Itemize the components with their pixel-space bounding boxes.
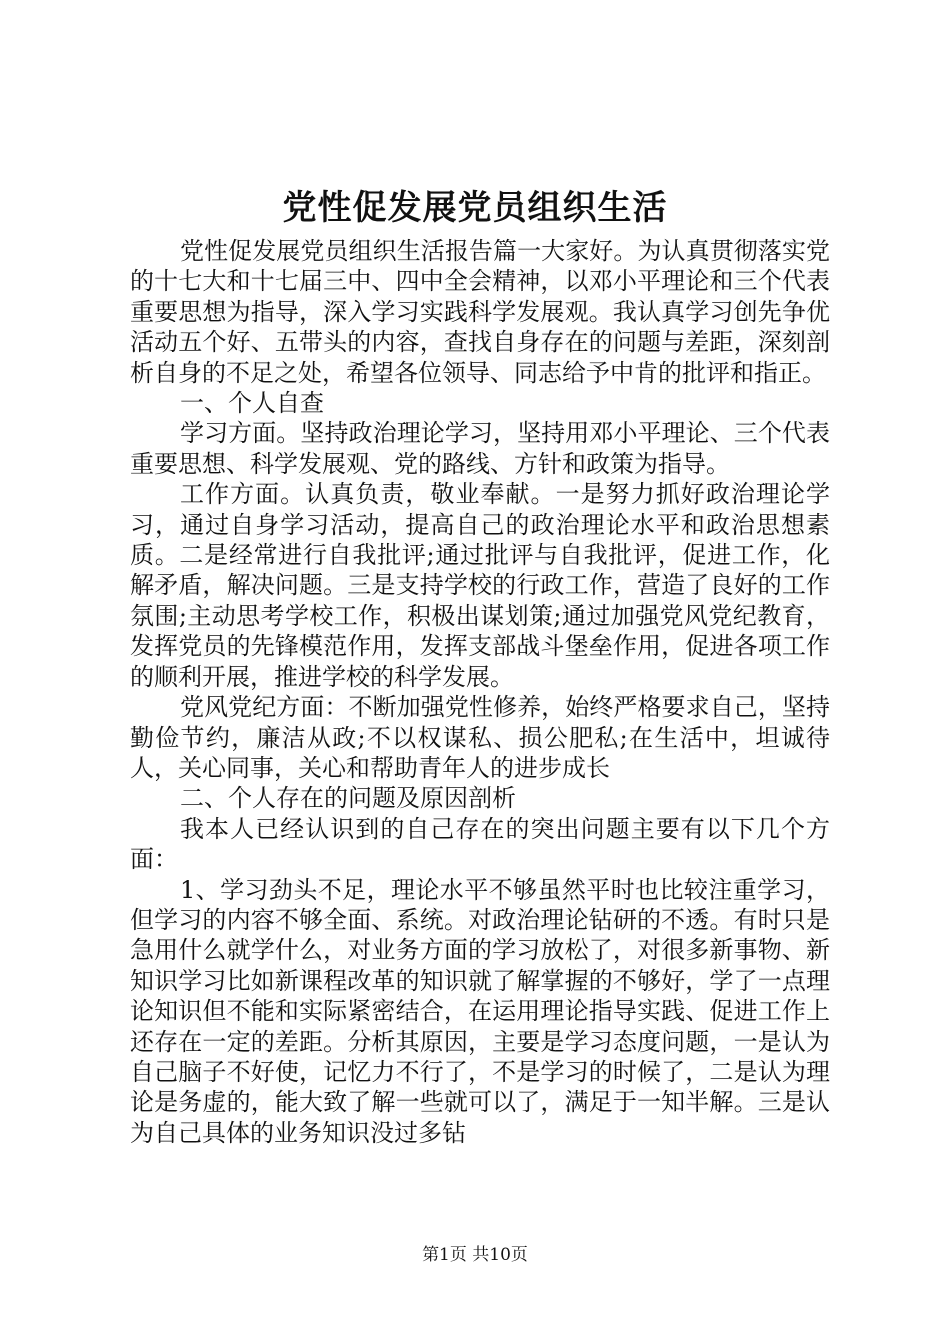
page-number-footer: 第1页 共10页 xyxy=(422,1245,528,1265)
document-title: 党性促发展党员组织生活 xyxy=(282,188,668,228)
section-heading-problems: 二、个人存在的问题及原因剖析 xyxy=(180,784,516,813)
document-body xyxy=(130,236,830,1148)
paragraph-work: 工作方面。认真负责，敬业奉献。一是努力抓好政治理论学习，通过自身学习活动，提高自己的政治理论水平和政治思想素质。二是经常进行自我批评;通过批评与自我批评，促进工作，化解矛盾，解决问题。三是支持学校的行政工作，营造了良好的工作氛围;主动思考学校工作，积极出谋划策;通过加强党风党纪教育，发挥党员的先锋模范作用，发挥支部战斗堡垒作用，促进各项工作的顺利开展，推进学校的科学发展。 xyxy=(130,480,830,691)
paragraph-problem-1: 1、学习劲头不足，理论水平不够虽然平时也比较注重学习，但学习的内容不够全面、系统。对政治理论钻研的不透。有时只是急用什么就学什么，对业务方面的学习放松了，对很多新事物、新知识学习比如新课程改革的知识就了解掌握的不够好，学了一点理论知识但不能和实际紧密结合，在运用理论指导实践、促进工作上还存在一定的差距。分析其原因，主要是学习态度问题，一是认为自己脑子不好使，记忆力不行了，不是学习的时候了，二是认为理论是务虚的，能大致了解一些就可以了，满足于一知半解。三是认为自己具体的业务知识没过多钻 xyxy=(130,875,830,1147)
paragraph-discipline: 党风党纪方面：不断加强党性修养，始终严格要求自己，坚持勤俭节约，廉洁从政;不以权谋私、损公肥私;在生活中，坦诚待人，关心同事，关心和帮助青年人的进步成长 xyxy=(130,693,830,782)
paragraph-problems-intro: 我本人已经认识到的自己存在的突出问题主要有以下几个方面： xyxy=(130,814,830,874)
section-heading-self-check: 一、个人自查 xyxy=(180,389,324,418)
paragraph-intro: 党性促发展党员组织生活报告篇一大家好。为认真贯彻落实党的十七大和十七届三中、四中全会精神，以邓小平理论和三个代表重要思想为指导，深入学习实践科学发展观。我认真学习创先争优活动五个好、五带头的内容，查找自身存在的问题与差距，深刻剖析自身的不足之处，希望各位领导、同志给予中肯的批评和指正。 xyxy=(130,237,830,387)
paragraph-study: 学习方面。坚持政治理论学习，坚持用邓小平理论、三个代表重要思想、科学发展观、党的路线、方针和政策为指导。 xyxy=(130,419,830,478)
